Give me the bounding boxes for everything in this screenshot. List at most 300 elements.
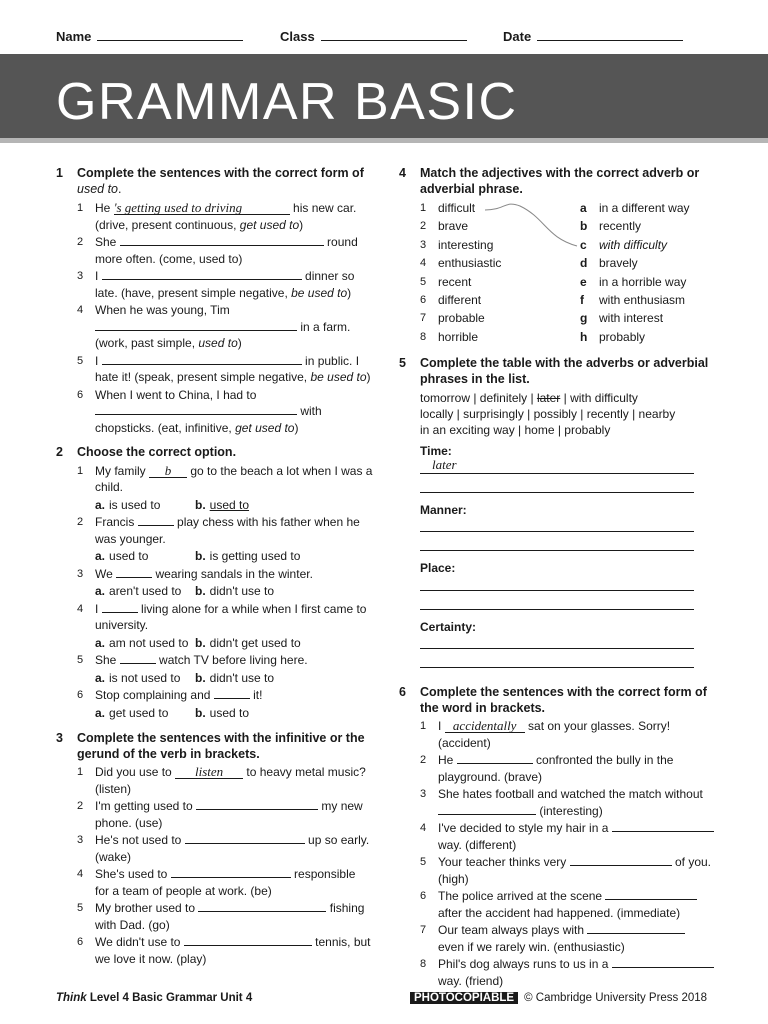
name-label: Name [56,29,92,44]
answer-blank[interactable] [457,752,533,764]
option-text: is getting used to [209,549,301,563]
match-row [399,255,714,273]
adverb: with difficulty [599,237,668,252]
question-text: She [95,653,117,667]
question-1-5 [56,353,376,386]
matching-table [399,200,714,347]
title-banner [0,54,768,143]
question-text: playground. (brave) [438,769,543,784]
question-text: Francis [95,515,135,529]
exercise-3 [56,731,376,967]
row-number: 4 [420,257,427,270]
question-text: He [438,753,454,768]
match-row [399,329,714,347]
class-blank[interactable] [321,29,467,41]
date-blank[interactable] [537,29,683,41]
question-2-4 [56,601,376,634]
option-letter: b. [195,497,206,512]
question-text: even if we rarely win. (enthusiastic) [438,939,625,954]
photocopiable-badge: PHOTOCOPIABLE [410,992,518,1004]
option-b[interactable] [195,548,300,565]
question-text: (wake) [95,849,132,864]
question-text: tennis, but [315,935,371,949]
question-text: We [95,566,113,581]
question-hint: hate it! (speak, present simple negative, [95,370,308,384]
answer-options [56,635,376,652]
adverb-letter: c [580,237,587,252]
question-text: sat on your glasses. Sorry! [528,719,671,734]
question-text: up so early. [308,833,370,847]
adverb: probably [599,329,646,344]
question-2-6 [56,687,376,704]
question-text: I've decided to style my hair in a [438,821,609,836]
question-text: He's not used to [95,833,182,847]
answer-blank[interactable] [102,268,302,280]
question-text: I [95,353,99,368]
place-answer-line-1[interactable] [420,577,694,591]
question-hint-italic: be used to [310,370,367,384]
option-letter: a. [95,549,106,563]
question-number: 5 [77,902,84,914]
question-number: 4 [77,602,84,615]
question-number: 4 [420,822,427,835]
option-letter: a. [95,670,106,685]
option-text: used to [109,549,149,563]
question-number: 4 [77,304,84,316]
exercise-6-heading [399,685,714,716]
question-number: 6 [77,936,84,948]
adverb-letter: d [580,256,588,271]
option-b[interactable] [195,670,274,687]
option-text: didn't use to [209,670,275,685]
question-1-1 [56,200,376,233]
option-a[interactable] [95,670,195,687]
answer-blank[interactable] [102,353,302,365]
question-number: 7 [420,924,427,937]
answer-blank[interactable] [612,820,714,832]
left-column [56,166,376,967]
match-row [399,218,714,236]
question-text: in a farm. [300,319,351,334]
question-number: 1 [77,464,84,477]
category-place-label: Place: [420,561,456,576]
adverb: with enthusiasm [599,292,686,307]
question-text: When he was young, Tim [95,303,230,317]
question-text: (high) [438,871,469,886]
question-1-2 [56,234,376,267]
question-text: way. (friend) [438,973,504,988]
exercise-5 [399,356,714,668]
question-text: dinner so [305,269,355,283]
match-row [399,200,714,218]
answer-blank[interactable] [116,566,152,578]
option-b[interactable] [195,705,249,722]
row-number: 7 [420,312,427,325]
question-text: after the accident had happened. (immediate) [438,905,681,920]
question-number: 2 [420,754,427,767]
answer-blank[interactable] [114,200,290,215]
question-text: play chess with his father when he [177,515,360,529]
question-text: Stop complaining and [95,688,211,702]
answer-blank[interactable] [175,764,243,779]
question-3-2 [56,798,376,831]
match-row [399,292,714,310]
adjective: recent [438,274,472,289]
exercise-4 [399,166,714,347]
row-number: 1 [420,202,427,214]
question-text: go to the beach a lot when I was a [190,463,373,478]
question-text: We didn't use to [95,935,181,949]
question-number: 2 [77,800,84,812]
option-text: didn't use to [209,584,275,598]
question-text: I [95,601,99,616]
option-letter: b. [195,635,206,650]
question-3-6 [56,934,376,967]
question-6-2 [399,752,714,785]
question-2-5 [56,652,376,669]
question-text: I [438,719,442,734]
question-hint: ) [299,217,304,232]
answer-options [56,583,376,600]
exercise-4-heading [399,166,714,197]
question-number: 3 [420,788,427,801]
answer-blank[interactable] [95,403,297,415]
date-label: Date [503,29,532,44]
word-list-text: tomorrow | definitely | [420,391,534,406]
exercise-5-title: Complete the table with the adverbs or adverbial phrases in the list. [420,356,709,386]
category-manner-label: Manner: [420,502,467,517]
exercise-2-heading [56,445,376,461]
question-number: 2 [77,516,84,528]
adjective: difficult [438,201,476,215]
answer-blank[interactable] [198,900,326,912]
question-number: 5 [77,654,84,666]
exercise-3-heading [56,731,376,762]
answer-blank[interactable] [570,854,672,866]
question-number: 4 [77,868,84,880]
question-hint-italic: used to [198,336,238,350]
handwritten-answer: b [164,462,172,478]
question-text: The police arrived at the scene [438,889,603,904]
question-text: his new car. [293,201,357,215]
option-text: am not used to [109,635,189,650]
answer-options [56,670,376,687]
question-text: Our team always plays with [438,923,585,938]
question-text: way. (different) [438,837,517,852]
option-text: get used to [109,705,169,720]
option-a[interactable] [95,548,195,565]
option-letter: b. [195,670,206,685]
option-letter: a. [95,497,106,512]
answer-blank[interactable] [184,934,312,946]
answer-blank[interactable] [95,319,297,331]
question-number: 5 [77,354,84,367]
exercise-5-heading [399,356,714,387]
question-1-6 [56,387,376,437]
exercise-number: 3 [56,731,63,745]
answer-blank[interactable] [120,234,324,246]
question-3-1 [56,764,376,797]
question-text: we love it now. (play) [95,951,207,966]
question-text: He [95,201,111,215]
exercise-1-heading: 1 Complete the sentences with the correct form of used to. [56,166,364,196]
question-hint-italic: get used to [235,420,295,435]
question-3-3 [56,832,376,865]
handwritten-answer: accidentally [452,718,517,734]
row-number: 2 [420,220,427,233]
exercise-6-title: Complete the sentences with the correct form of the word in brackets. [420,685,707,715]
exercise-number: 6 [399,685,406,700]
question-text: My brother used to [95,901,196,915]
answer-options [56,705,376,722]
handwritten-answer: listen [194,764,224,779]
answer-blank[interactable] [120,652,156,664]
row-number: 3 [420,238,427,251]
question-number: 1 [77,766,84,778]
question-number: 6 [77,689,84,701]
question-text: (listen) [95,781,132,796]
option-a[interactable] [95,705,195,722]
question-number: 1 [420,720,427,733]
category-time-label: Time: [420,444,452,459]
question-text: phone. (use) [95,815,163,830]
question-text: watch TV before living here. [159,653,308,667]
word-list-text: in an exciting way | home | probably [420,422,611,437]
adverb: with interest [599,311,664,326]
adverb-letter: a [580,201,587,215]
answer-blank[interactable] [149,463,187,478]
adjective: brave [438,219,469,234]
question-6-3 [399,786,714,819]
question-hint: (drive, present continuous, [95,217,237,232]
question-2-2 [56,514,376,547]
crossed-out-word: later [536,391,561,406]
question-6-1 [399,718,714,751]
option-letter: a. [95,635,106,650]
question-text: living alone for a while when I first came to [141,601,367,616]
answer-blank[interactable] [102,601,138,613]
option-letter: b. [195,549,206,563]
exercise-3-questions [56,764,376,967]
question-number: 6 [420,890,427,903]
match-row [399,237,714,255]
adverb: in a different way [599,201,690,215]
exercise-2-title: Choose the correct option. [77,445,237,459]
certainty-answer-line-2[interactable] [420,649,694,668]
answer-blank[interactable] [171,866,291,878]
name-field[interactable] [56,29,243,46]
adverb: recently [599,219,642,234]
adverb: bravely [599,256,638,271]
page-title: GRAMMAR BASIC [56,73,518,131]
option-text: used to [209,705,250,720]
question-hint: ) [347,285,352,300]
question-2-3 [56,566,376,583]
option-text: is not used to [109,670,181,685]
answer-blank[interactable] [612,956,714,968]
question-text: to heavy metal music? [246,765,366,779]
match-row [399,310,714,328]
adjective: horrible [438,329,479,344]
question-1-4 [56,302,376,352]
question-hint: (work, past simple, [95,336,196,350]
adjective: interesting [438,237,494,252]
answer-blank[interactable] [138,514,174,526]
question-text: of you. [674,855,712,870]
answer-blank[interactable] [185,832,305,844]
question-text: responsible [294,867,356,881]
question-text: wearing sandals in the winter. [155,566,313,581]
exercise-number: 1 [56,166,63,180]
question-2-1 [56,463,376,496]
question-hint: ) [237,336,242,350]
adverb-letter: g [580,311,588,326]
question-text: I'm getting used to [95,799,193,813]
question-text: fishing [329,901,365,915]
question-6-6 [399,888,714,921]
exercise-2 [56,445,376,721]
word-list-text: | with difficulty [563,391,638,406]
time-answer-line-2[interactable] [420,474,694,493]
question-text: Phil's dog always runs to us in a [438,957,609,972]
option-letter: a. [95,705,106,720]
handwritten-answer: 's getting used to driving [113,200,243,215]
option-a[interactable] [95,583,195,600]
question-text: My family [95,463,146,478]
category-certainty-label: Certainty: [420,619,477,634]
question-3-4 [56,866,376,899]
question-number: 1 [77,202,84,214]
option-b[interactable] [195,583,274,600]
footer-brand: Think [56,992,87,1004]
answer-blank[interactable] [214,687,250,699]
question-text: She [95,235,117,249]
question-6-5 [399,854,714,887]
answer-options [56,548,376,565]
option-text: aren't used to [109,584,182,598]
question-hint-italic: be used to [291,285,348,300]
question-number: 3 [77,834,84,846]
question-6-8 [399,956,714,989]
question-text: child. [95,480,124,494]
question-text: I [95,269,99,283]
question-text: She hates football and watched the match without [438,787,703,802]
option-b[interactable] [195,497,249,514]
question-text: confronted the bully in the [536,753,674,768]
match-row [399,274,714,292]
exercise-6-questions [399,718,714,989]
question-hint: more often. (come, used to) [95,251,243,266]
row-number: 8 [420,330,427,343]
question-number: 3 [77,270,84,282]
answer-blank[interactable] [605,888,697,900]
question-number: 5 [420,856,427,869]
question-text: university. [95,618,149,632]
exercise-4-title: Match the adjectives with the correct adverb or adverbial phrase. [420,166,700,196]
adverb-letter: f [580,292,584,307]
exercise-number: 5 [399,356,406,371]
exercise-2-questions [56,463,376,722]
option-a[interactable] [95,635,195,652]
exercise-3-title: Complete the sentences with the infinitive or the gerund of the verb in brackets. [77,731,365,761]
class-label: Class [280,29,315,44]
adjective: enthusiastic [438,256,502,271]
question-text: Your teacher thinks very [438,855,567,870]
row-number: 5 [420,275,427,288]
adjective: probable [438,311,485,326]
manner-answer-line-2[interactable] [420,532,694,551]
option-text: used to [209,497,250,512]
row-number: 6 [420,293,427,306]
footer-left-text: Level 4 Basic Grammar Unit 4 [89,992,253,1004]
question-text: with [300,404,322,418]
question-text: for a team of people at work. (be) [95,883,272,898]
question-text: When I went to China, I had to [95,387,257,402]
answer-options [56,497,376,514]
exercise-1-title-italic: used to [77,181,119,196]
question-text: She's used to [95,867,168,881]
question-hint: late. (have, present simple negative, [95,285,288,300]
certainty-answer-line-1[interactable] [420,635,694,649]
option-letter: a. [95,584,106,598]
question-hint: chopsticks. (eat, infinitive, [95,420,232,435]
question-text: it! [253,688,263,702]
question-text: with Dad. (go) [95,917,170,932]
question-number: 6 [77,388,84,401]
right-column [399,166,714,989]
question-hint: ) [366,370,371,384]
question-6-7 [399,922,714,955]
time-answer-line-1[interactable] [420,456,694,474]
option-b[interactable] [195,635,301,652]
option-text: didn't get used to [209,635,301,650]
question-6-4 [399,820,714,853]
exercise-1 [56,166,376,436]
adjective: different [438,292,482,307]
question-number: 2 [77,236,84,248]
question-1-3 [56,268,376,301]
question-hint: ) [294,420,299,435]
place-answer-line-2[interactable] [420,591,694,610]
word-list [399,391,714,438]
option-text: is used to [109,497,161,512]
option-letter: b. [195,584,206,598]
question-text: in public. I [305,353,360,368]
answer-blank[interactable] [438,803,536,815]
exercise-number: 2 [56,445,63,459]
copyright-text: © Cambridge University Press 2018 [524,992,708,1004]
answer-blank[interactable] [196,798,318,810]
answer-blank[interactable] [445,718,525,733]
class-field[interactable] [280,29,467,46]
adverb-letter: b [580,219,588,234]
manner-answer-line-1[interactable] [420,518,694,532]
word-list-text: locally | surprisingly | possibly | recently | nearby [420,406,676,421]
question-text: was younger. [95,531,166,546]
option-a[interactable] [95,497,195,514]
answer-blank[interactable] [587,922,685,934]
adverb-letter: h [580,329,588,344]
exercise-number: 4 [399,166,406,180]
option-letter: b. [195,705,206,720]
exercise-6 [399,685,714,989]
name-blank[interactable] [97,29,243,41]
question-number: 3 [77,567,84,580]
adverb: in a horrible way [599,274,687,289]
question-text: Did you use to [95,765,172,779]
question-hint-italic: get used to [239,217,300,232]
date-field[interactable] [503,29,683,46]
